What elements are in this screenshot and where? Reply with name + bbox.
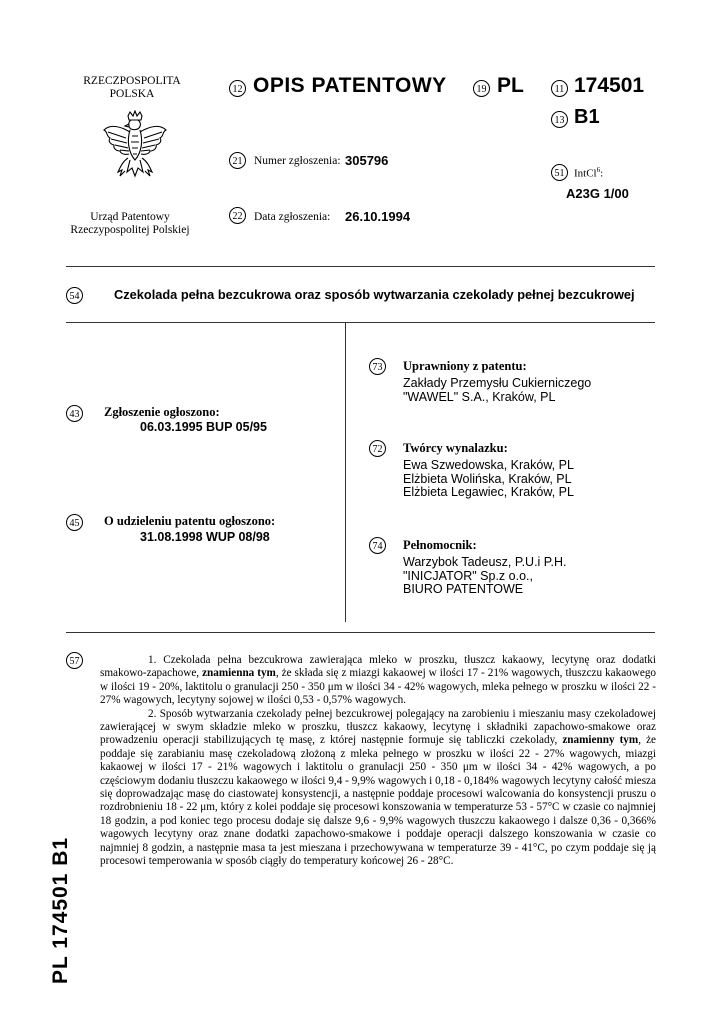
- inid-code-22: 22: [229, 207, 246, 224]
- polish-eagle-emblem: [100, 110, 170, 190]
- claim-1-part: 1. Czekolada pełna bezcukrowa zawierająca mleko w proszku, tłuszcz kakaowy, lecytynę oraz dodatki smakowo-zapachowe,: [100, 654, 656, 680]
- doc-type-row: [229, 79, 246, 97]
- office-line-1: Urząd Patentowy: [90, 211, 170, 223]
- document-type: OPIS PATENTOWY: [253, 74, 447, 97]
- inid-code-51: 51: [551, 164, 568, 181]
- divider-claims: [66, 632, 655, 633]
- inid-code-54: 54: [66, 287, 83, 304]
- inid-code-74: 74: [369, 537, 386, 554]
- claim-2-part: , że poddaje się zarabianiu masę czekoladową złożoną z mleka pełnego w proszku w ilości 22 - 27% wagowych, miazgi kakaowej w ilości 17 - 21% wagowych i laktitolu o granulacji 250 - 350 μm w ilości 34 - 42% wagowych, a po częściowym dodaniu tłuszczu kakaowego w ilości 9,4 - 9,9% wagowych i 0,18 - 0,184% wagowych lecytyny całość miesza się doprowadzając masę do ciastowatej konsystencji, a następnie poddaje procesowi walcowania do konsystencji pruszu o rozdrobnieniu 18 - 22 μm, który z kolei poddaje się procesowi konszowania w temperaturze 53 - 57°C w czasie co najmniej 18 godzin, a pod koniec tego procesu dodaje się dalsze 9,6 - 9,9% wagowych tłuszczu kakaowego i dalsze 0,36 - 0,366% wagowych lecytyny oraz znane dodatki zapachowo-smakowe i poddaje operacji dalszego konszowania w czasie co najmniej 8 godzin, a następnie masa ta jest mieszana i przechowywana w temperaturze 39 - 41°C, po czym poddaje się ją procesowi temperowania w sposób ciągły do temperatury końcowej 26 - 28°C.: [100, 734, 657, 868]
- claim-2-characterizing: znamienny tym: [562, 734, 639, 747]
- inid-code-73: 73: [369, 358, 386, 375]
- agent-label: Pełnomocnik:: [403, 538, 477, 552]
- inid-code-45: 45: [66, 514, 83, 531]
- patent-title: Czekolada pełna bezcukrowa oraz sposób wytwarzania czekolady pełnej bezcukrowej: [114, 287, 635, 302]
- inid-code-12: 12: [229, 80, 246, 97]
- country-line-1: RZECZPOSPOLITA: [83, 75, 181, 87]
- agent-line: BIURO PATENTOWE: [403, 582, 524, 596]
- claim-1: [100, 654, 656, 708]
- inventors-label: Twórcy wynalazku:: [403, 441, 508, 455]
- application-number: 305796: [345, 153, 389, 168]
- owner-label: Uprawniony z patentu:: [403, 359, 527, 373]
- inid-code-11: 11: [551, 80, 568, 97]
- claim-1-characterizing: znamienna tym: [202, 667, 276, 680]
- agent-block: [403, 556, 567, 597]
- country-code: PL: [497, 74, 524, 97]
- ipc-edition: 6: [596, 166, 601, 174]
- inventor-item: Elżbieta Wolińska, Kraków, PL: [403, 471, 572, 486]
- divider-top: [66, 266, 655, 267]
- divider-title: [66, 322, 655, 323]
- filing-date: 26.10.1994: [345, 209, 411, 224]
- claim-1-part: , że składa się z miazgi kakaowej w ilości 17 - 21% wagowych, tłuszczu kakaowego w ilości 19 - 20%, laktitolu o granulacji 250 - 350 μm w ilości 34 - 42% wagowych, mleka pełnego w proszku w ilości 22 - 27% wagowych, lecytyny sojowej w ilości 0,53 - 0,57% wagowych.: [100, 667, 657, 707]
- country-name: [62, 75, 202, 101]
- inid-code-19: 19: [473, 80, 490, 97]
- grant-label: O udzieleniu patentu ogłoszono:: [104, 514, 276, 528]
- inventors-block: [403, 459, 574, 500]
- inid-code-21: 21: [229, 152, 246, 169]
- agent-line: Warzybok Tadeusz, P.U.i P.H.: [403, 555, 567, 569]
- publication-date: 06.03.1995 BUP 05/95: [140, 420, 267, 434]
- claims-text: [100, 654, 656, 869]
- column-divider: [345, 322, 346, 622]
- inid-code-72: 72: [369, 440, 386, 457]
- patent-number: 174501: [574, 74, 645, 97]
- kind-code: B1: [574, 106, 600, 128]
- owner-line: Zakłady Przemysłu Cukierniczego: [403, 376, 592, 390]
- publication-label: Zgłoszenie ogłoszono:: [104, 405, 220, 419]
- inid-code-57: 57: [66, 652, 83, 669]
- ipc-label-text: IntCl: [574, 167, 597, 180]
- office-line-2: Rzeczypospolitej Polskiej: [70, 224, 190, 236]
- patent-office-name: [40, 211, 220, 237]
- claim-2: [100, 708, 656, 869]
- grant-date: 31.08.1998 WUP 08/98: [140, 530, 270, 544]
- inid-code-13: 13: [551, 111, 568, 128]
- agent-line: "INICJATOR" Sp.z o.o.,: [403, 568, 533, 583]
- application-number-label: Numer zgłoszenia:: [254, 155, 341, 167]
- owner-block: [403, 377, 591, 404]
- country-line-2: POLSKA: [109, 88, 155, 100]
- inid-code-43: 43: [66, 405, 83, 422]
- claim-2-part: 2. Sposób wytwarzania czekolady pełnej bezcukrowej polegający na zarobieniu i mieszaniu masy czekoladowej zawierającej w swym składzie mleko w proszku, tłuszcz kakaowy, lecytynę i składniki zapachowo-smakowe oraz prowadzeniu operacji stabilizujących tę masę, z której następnie formuje się tabliczki czekolady,: [100, 707, 656, 747]
- inventor-item: Ewa Szwedowska, Kraków, PL: [403, 458, 574, 472]
- filing-date-label: Data zgłoszenia:: [254, 211, 331, 223]
- inventor-item: Elżbieta Legawiec, Kraków, PL: [403, 485, 574, 499]
- owner-line: "WAWEL" S.A., Kraków, PL: [403, 389, 556, 404]
- ipc-classification: A23G 1/00: [566, 186, 629, 201]
- ipc-label: IntCl$^6$:: [574, 166, 604, 180]
- side-patent-number: PL 174501 B1: [49, 836, 72, 984]
